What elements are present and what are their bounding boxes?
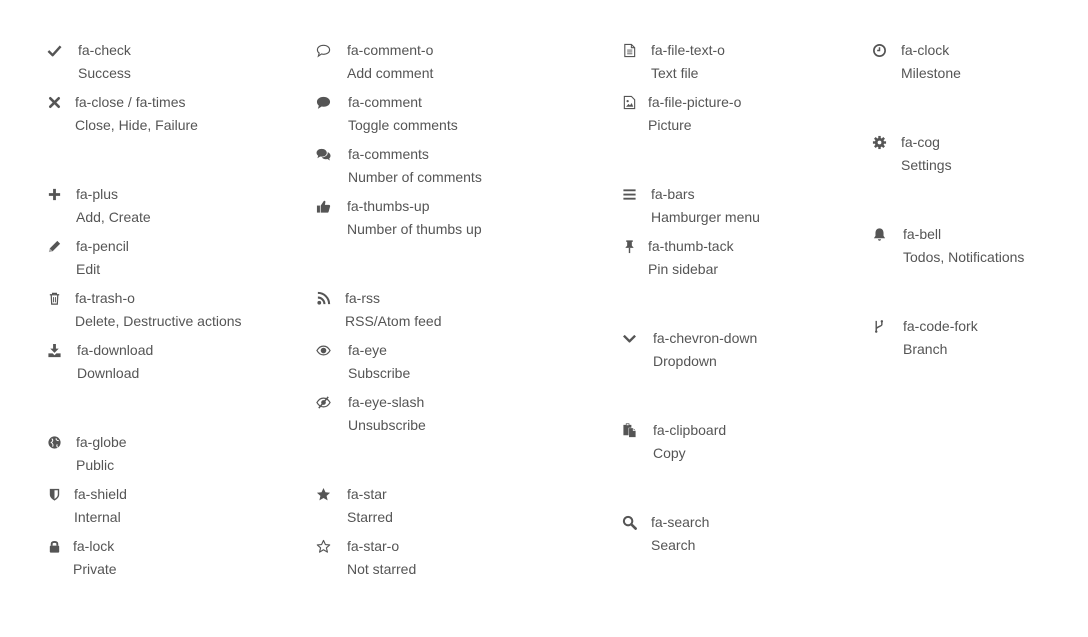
icon-description: Text file <box>651 65 699 81</box>
lock-icon <box>47 539 62 554</box>
icon-name: fa-file-picture-o <box>648 94 742 110</box>
icon-description: Number of comments <box>348 169 482 185</box>
comment-icon <box>316 95 331 110</box>
icon-name: fa-eye <box>348 342 387 358</box>
icon-description: Private <box>73 561 117 577</box>
shield-icon <box>47 487 62 502</box>
chevron-down-icon <box>622 331 637 346</box>
icon-description: Edit <box>76 261 101 277</box>
icon-name: fa-plus <box>76 186 119 202</box>
icon-name: fa-file-text-o <box>651 42 725 58</box>
icon-name: fa-comment-o <box>347 42 434 58</box>
thumb-tack-icon <box>622 239 637 254</box>
icon-name: fa-star-o <box>347 538 400 554</box>
icon-name: fa-bars <box>651 186 695 202</box>
globe-icon <box>47 435 62 450</box>
icon-name: fa-star <box>347 486 387 502</box>
icon-description: Milestone <box>901 65 961 81</box>
icon-name: fa-close / fa-times <box>75 94 186 110</box>
icon-description: Number of thumbs up <box>347 221 482 237</box>
icon-description: Subscribe <box>348 365 411 381</box>
search-icon <box>622 515 637 530</box>
bell-icon <box>872 227 887 242</box>
star-icon <box>316 487 331 502</box>
thumbs-up-icon <box>316 199 331 214</box>
icon-name: fa-clock <box>901 42 950 58</box>
icon-description: Dropdown <box>653 353 717 369</box>
icon-description: Todos, Notifications <box>903 249 1025 265</box>
icon-name: fa-pencil <box>76 238 129 254</box>
code-fork-icon <box>872 319 887 334</box>
icon-description: Success <box>78 65 131 81</box>
check-icon <box>47 43 62 58</box>
icon-description: Search <box>651 537 696 553</box>
icon-description: Copy <box>653 445 686 461</box>
icon-name: fa-cog <box>901 134 940 150</box>
icon-name: fa-clipboard <box>653 422 727 438</box>
icon-name: fa-trash-o <box>75 290 135 306</box>
file-text-icon <box>622 43 637 58</box>
file-picture-icon <box>622 95 637 110</box>
icon-name: fa-eye-slash <box>348 394 425 410</box>
icon-description: Add comment <box>347 65 434 81</box>
icon-description: Toggle comments <box>348 117 458 133</box>
cog-icon <box>872 135 887 150</box>
bars-icon <box>622 187 637 202</box>
icon-description: Internal <box>74 509 121 525</box>
icon-description: RSS/Atom feed <box>345 313 442 329</box>
icon-description: Settings <box>901 157 952 173</box>
plus-icon <box>47 187 62 202</box>
clipboard-icon <box>622 423 637 438</box>
icon-description: Delete, Destructive actions <box>75 313 242 329</box>
icon-name: fa-comment <box>348 94 422 110</box>
icon-name: fa-thumb-tack <box>648 238 734 254</box>
rss-icon <box>316 291 331 306</box>
icon-name: fa-check <box>78 42 131 58</box>
pencil-icon <box>47 239 62 254</box>
icon-name: fa-comments <box>348 146 429 162</box>
icon-name: fa-rss <box>345 290 380 306</box>
icon-name: fa-code-fork <box>903 318 978 334</box>
icon-description: Add, Create <box>76 209 151 225</box>
icon-description: Picture <box>648 117 692 133</box>
download-icon <box>47 343 62 358</box>
icon-description: Download <box>77 365 140 381</box>
icon-description: Unsubscribe <box>348 417 426 433</box>
icon-name: fa-chevron-down <box>653 330 758 346</box>
icon-description: Hamburger menu <box>651 209 760 225</box>
icon-description: Starred <box>347 509 393 525</box>
icon-description: Close, Hide, Failure <box>75 117 198 133</box>
comment-outline-icon <box>316 43 331 58</box>
icon-description: Pin sidebar <box>648 261 719 277</box>
icon-name: fa-bell <box>903 226 942 242</box>
clock-icon <box>872 43 887 58</box>
close-icon <box>47 95 62 110</box>
star-outline-icon <box>316 539 331 554</box>
icon-description: Not starred <box>347 561 417 577</box>
icon-name: fa-download <box>77 342 154 358</box>
trash-icon <box>47 291 62 306</box>
eye-icon <box>316 343 331 358</box>
icon-name: fa-lock <box>73 538 115 554</box>
icon-description: Public <box>76 457 115 473</box>
icon-name: fa-shield <box>74 486 127 502</box>
icon-name: fa-thumbs-up <box>347 198 430 214</box>
icon-name: fa-globe <box>76 434 127 450</box>
comments-icon <box>316 147 331 162</box>
icon-name: fa-search <box>651 514 710 530</box>
icon-description: Branch <box>903 341 948 357</box>
eye-slash-icon <box>316 395 331 410</box>
